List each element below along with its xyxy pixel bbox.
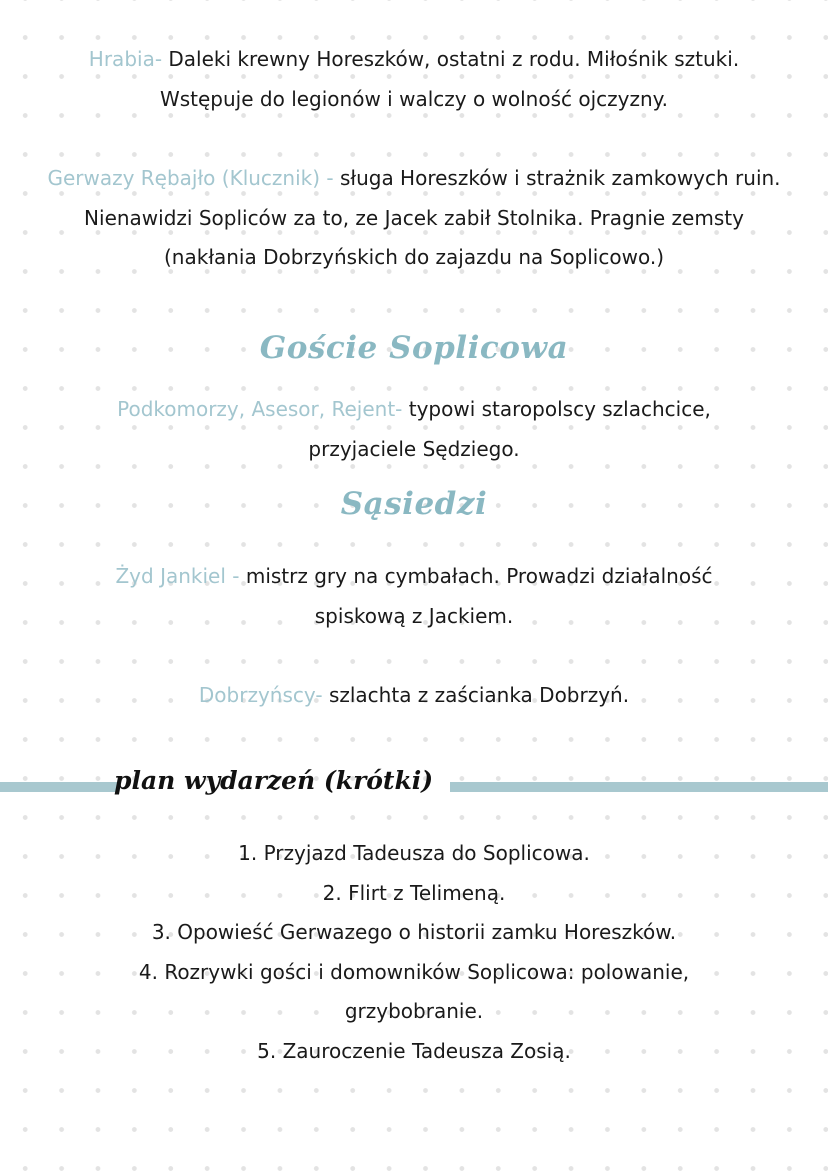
neighbor-description: spiskową z Jackiem. — [314, 603, 514, 628]
section-heading-neighbors: Sąsiedzi — [340, 486, 488, 522]
character-description: Wstępuje do legionów i walczy o wolność ojczyzny. — [159, 86, 669, 111]
plan-item — [0, 874, 828, 914]
character-label: Hrabia- — [88, 47, 163, 71]
plan-item-text: 3. Opowieść Gerwazego o historii zamku Horeszków. — [151, 920, 677, 944]
plan-item — [0, 834, 828, 874]
plan-item — [0, 913, 828, 953]
character-description: Daleki krewny Horeszków, ostatni z rodu. Miłośnik sztuki. — [162, 47, 740, 71]
divider-left — [0, 782, 118, 792]
plan-item-text: 2. Flirt z Telimeną. — [322, 880, 506, 905]
plan-item — [0, 1032, 828, 1072]
plan-item-text: 5. Zauroczenie Tadeusza Zosią. — [257, 1038, 571, 1063]
neighbor-description: szlachta z zaścianka Dobrzyń. — [322, 683, 630, 707]
guests-label: Podkomorzy, Asesor, Rejent- — [117, 397, 403, 421]
divider-right — [450, 782, 828, 792]
guests-line-1 — [0, 390, 828, 430]
character-gerwazy-line-1 — [0, 159, 828, 199]
neighbor-dobrzynscy — [0, 676, 828, 716]
plan-item-text: grzybobranie. — [344, 999, 484, 1023]
character-gerwazy — [0, 159, 828, 278]
plan-item — [0, 953, 828, 1032]
plan-list — [0, 834, 828, 1071]
plan-item-text: 4. Rozrywki gości i domowników Soplicowa: polowanie, — [138, 959, 690, 984]
character-hrabia-line-1 — [0, 40, 828, 80]
neighbor-jankiel — [0, 557, 828, 636]
character-description: Nienawidzi Sopliców za to, ze Jacek zabił Stolnika. Pragnie zemsty — [84, 205, 744, 230]
neighbor-label: Żyd Jankiel - — [115, 564, 240, 588]
character-hrabia — [0, 40, 828, 119]
section-heading-guests: Goście Soplicowa — [259, 330, 569, 366]
character-label: Gerwazy Rębajło (Klucznik) - — [47, 166, 334, 190]
neighbor-description: mistrz gry na cymbałach. Prowadzi działalność — [239, 564, 713, 588]
character-description: (nakłania Dobrzyńskich do zajazdu na Soplicowo.) — [164, 245, 664, 269]
guests-text: przyjaciele Sędziego. — [308, 436, 520, 461]
character-description: sługa Horeszków i strażnik zamkowych ruin. — [333, 166, 781, 190]
plan-title: plan wydarzeń (krótki) — [114, 766, 434, 795]
plan-item-text: 1. Przyjazd Tadeusza do Soplicowa. — [238, 841, 590, 865]
neighbor-dobrzynscy-line-1 — [0, 676, 828, 716]
neighbor-jankiel-line-1 — [0, 557, 828, 597]
guests-description — [0, 390, 828, 469]
guests-text: typowi staropolscy szlachcice, — [402, 397, 711, 421]
neighbor-label: Dobrzyńscy- — [198, 683, 323, 707]
